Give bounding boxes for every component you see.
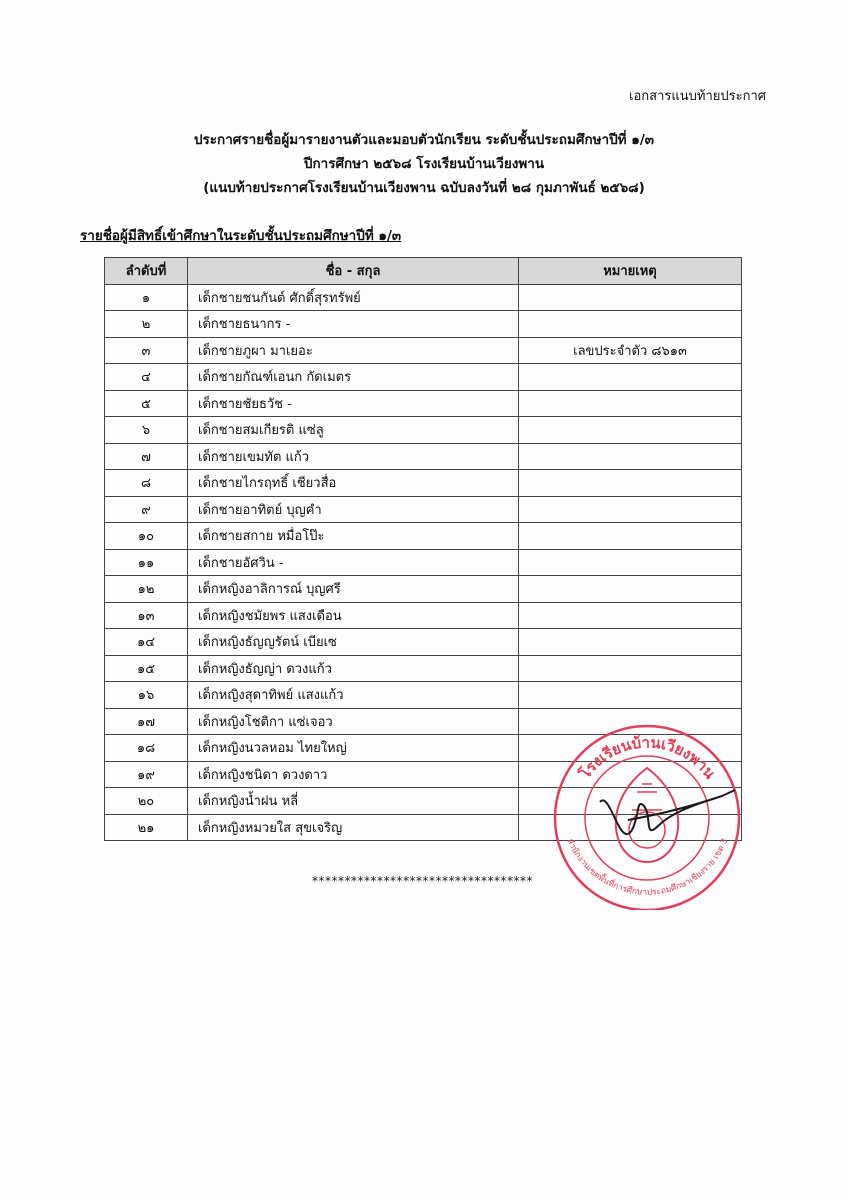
row-no-cell: ๘ [105,470,188,497]
row-remark-cell [519,311,742,338]
row-remark-cell [519,417,742,444]
row-name-cell: เด็กชายสมเกียรติ แซ่ลู [188,417,519,444]
row-remark-cell [519,602,742,629]
row-no-cell: ๓ [105,337,188,364]
row-remark-cell [519,629,742,656]
row-name-cell: เด็กหญิงอาลิการณ์ บุญศรี [188,576,519,603]
table-row [105,443,742,470]
table-row [105,629,742,656]
row-no-cell: ๑๕ [105,655,188,682]
table-row [105,470,742,497]
row-no-cell: ๑๘ [105,735,188,762]
table-row [105,523,742,550]
row-name-cell: เด็กชายอัศวิน - [188,549,519,576]
table-row [105,417,742,444]
row-name-cell: เด็กชายกัณฑ์เอนก กัดเมตร [188,364,519,391]
row-no-cell: ๔ [105,364,188,391]
row-no-cell: ๑๖ [105,682,188,709]
row-name-cell: เด็กชายธนากร - [188,311,519,338]
row-no-cell: ๒ [105,311,188,338]
title-line-1: ประกาศรายชื่อผู้มารายงานตัวและมอบตัวนักเรียน ระดับชั้นประถมศึกษาปีที่ ๑/๓ [193,132,655,148]
row-remark-cell [519,443,742,470]
row-remark-cell [519,655,742,682]
header-name: ชื่อ - สกุล [188,258,519,285]
table-row [105,311,742,338]
stamp-bottom-text: สำนักงานเขตพื้นที่การศึกษาประถมศึกษาเชียงราย เขต 3 [564,837,731,898]
row-name-cell: เด็กหญิงธัญญ่า ดวงแก้ว [188,655,519,682]
row-no-cell: ๒๐ [105,788,188,815]
table-row [105,284,742,311]
row-remark-cell [519,682,742,709]
row-remark-cell [519,470,742,497]
row-no-cell: ๑๑ [105,549,188,576]
row-remark-cell [519,496,742,523]
row-remark-cell: เลขประจำตัว ๘๖๑๓ [519,337,742,364]
school-seal-stamp [540,720,755,910]
row-name-cell: เด็กชายชนกันต์ ศักดิ์สุรทรัพย์ [188,284,519,311]
title-line-2: ปีการศึกษา ๒๕๖๘ โรงเรียนบ้านเวียงพาน [303,156,545,172]
row-remark-cell [519,364,742,391]
row-name-cell: เด็กหญิงชนิดา ดวงดาว [188,761,519,788]
table-header-row [105,258,742,285]
row-remark-cell [519,549,742,576]
row-name-cell: เด็กชายภูผา มาเยอะ [188,337,519,364]
table-row [105,602,742,629]
table-row [105,364,742,391]
stamp-top-text: โรงเรียนบ้านเวียงพาน [575,733,720,783]
row-name-cell: เด็กหญิงโชติกา แซ่เจอว [188,708,519,735]
row-name-cell: เด็กหญิงสุดาทิพย์ แสงแก้ว [188,682,519,709]
row-remark-cell [519,284,742,311]
table-row [105,682,742,709]
row-no-cell: ๑๓ [105,602,188,629]
signature [600,790,735,834]
row-no-cell: ๕ [105,390,188,417]
row-no-cell: ๑ [105,284,188,311]
section-heading: รายชื่อผู้มีสิทธิ์เข้าศึกษาในระดับชั้นประถมศึกษาปีที่ ๑/๓ [80,228,402,244]
row-no-cell: ๑๒ [105,576,188,603]
table-row [105,655,742,682]
row-name-cell: เด็กชายอาทิตย์ บุญคำ [188,496,519,523]
row-name-cell: เด็กหญิงหมวยใส สุขเจริญ [188,814,519,841]
announcement-title [0,128,848,200]
row-no-cell: ๑๔ [105,629,188,656]
row-no-cell: ๑๙ [105,761,188,788]
end-of-list-stars: ********************************** [312,874,533,888]
attachment-note: เอกสารแนบท้ายประกาศ [629,89,766,104]
row-no-cell: ๙ [105,496,188,523]
row-name-cell: เด็กชายไกรฤทธิ์ เชียวสื่อ [188,470,519,497]
row-name-cell: เด็กหญิงนวลหอม ไทยใหญ่ [188,735,519,762]
row-remark-cell [519,523,742,550]
table-row [105,390,742,417]
table-row [105,496,742,523]
table-row [105,549,742,576]
table-row [105,337,742,364]
row-name-cell: เด็กหญิงธัญญรัตน์ เบียเซ [188,629,519,656]
row-no-cell: ๑๐ [105,523,188,550]
row-no-cell: ๒๑ [105,814,188,841]
title-line-3: (แนบท้ายประกาศโรงเรียนบ้านเวียงพาน ฉบับลงวันที่ ๒๘ กุมภาพันธ์ ๒๕๖๘) [203,180,645,196]
row-no-cell: ๗ [105,443,188,470]
row-name-cell: เด็กชายสกาย หมื่อโป๊ะ [188,523,519,550]
header-no: ลำดับที่ [105,258,188,285]
row-name-cell: เด็กชายชัยธวัช - [188,390,519,417]
header-remark: หมายเหตุ [519,258,742,285]
row-name-cell: เด็กหญิงชมัยพร แสงเดือน [188,602,519,629]
row-no-cell: ๑๗ [105,708,188,735]
row-name-cell: เด็กหญิงน้ำฝน หลี่ [188,788,519,815]
row-no-cell: ๖ [105,417,188,444]
row-remark-cell [519,576,742,603]
row-name-cell: เด็กชายเขมทัต แก้ว [188,443,519,470]
table-row [105,576,742,603]
row-remark-cell [519,390,742,417]
